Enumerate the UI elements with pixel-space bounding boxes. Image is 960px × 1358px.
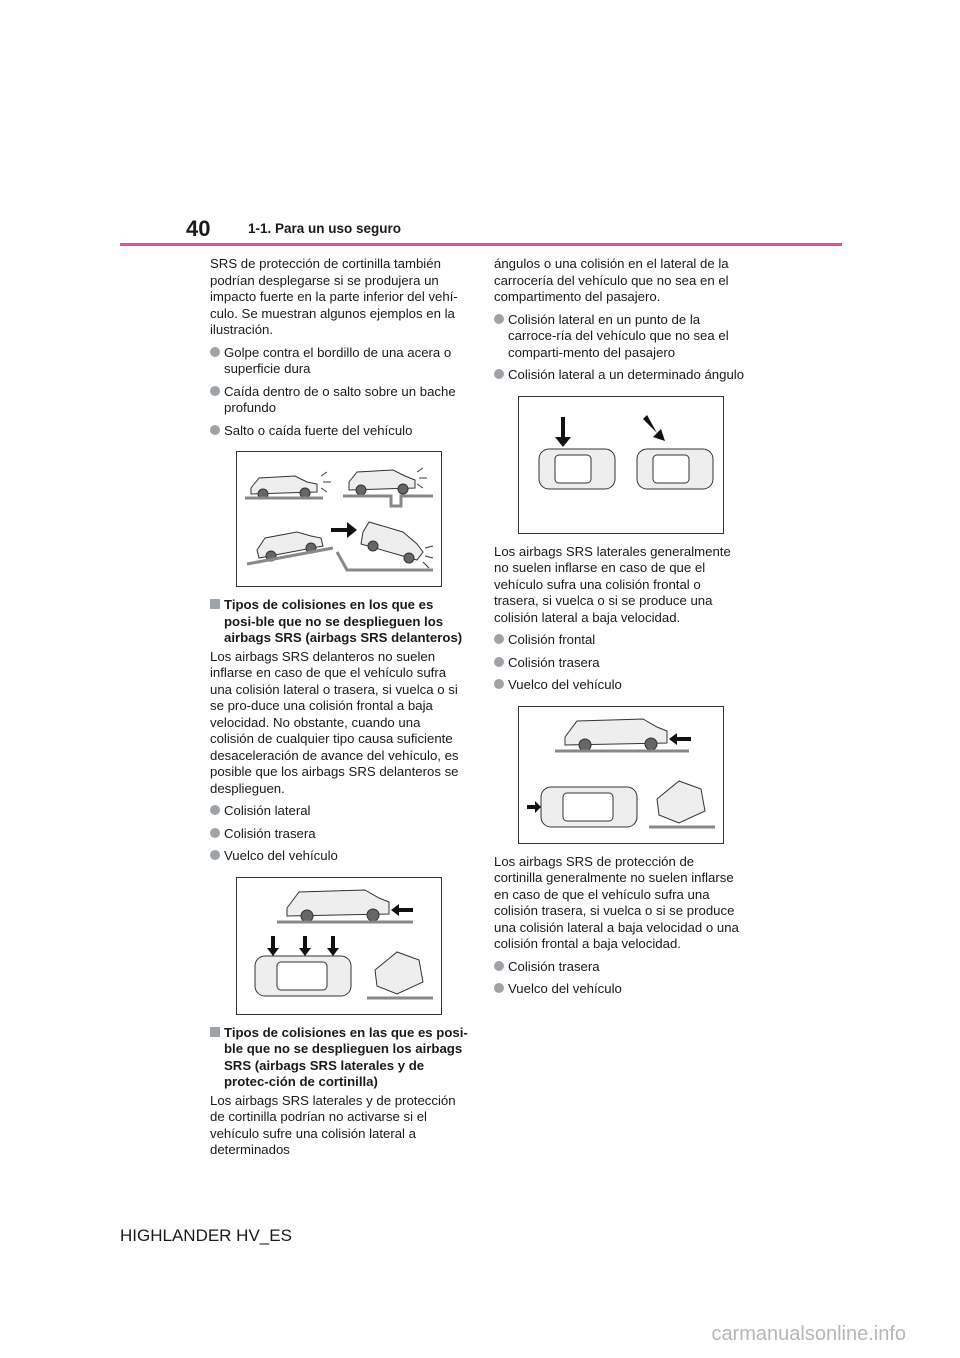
bullet-icon: [494, 657, 504, 667]
bullet-item: Colisión trasera: [210, 826, 468, 843]
right-column: [494, 256, 746, 1004]
bullet-icon: [210, 425, 220, 435]
bullet-icon: [210, 850, 220, 860]
bullet-icon: [210, 347, 220, 357]
bullet-item: Vuelco del vehículo: [494, 981, 746, 998]
footer-model: HIGHLANDER HV_ES: [120, 1226, 292, 1245]
intro-paragraph: SRS de protección de cortinilla también podrían desplegarse si se produjera un impacto fuerte en la parte inferior del vehí-culo. Se muestran algunos ejemplos en la ilustración.: [210, 256, 458, 337]
bullet-item: Vuelco del vehículo: [210, 848, 468, 865]
car-top-view-icon: [539, 449, 615, 489]
car-side-impact-top-icon: [255, 956, 351, 996]
bullet-icon: [210, 386, 220, 396]
bullet-item: Colisión lateral en un punto de la carroce-ría del vehículo que no sea el comparti-mento del pasajero: [494, 312, 746, 362]
bullet-icon: [210, 828, 220, 838]
illustration-bumps: [236, 451, 442, 587]
heading-square-icon: [210, 599, 220, 609]
bullet-icon: [494, 314, 504, 324]
body-paragraph: Los airbags SRS laterales generalmente no suelen inflarse en caso de que el vehículo sufra una colisión frontal o trasera, si vuelca o si se produce una colisión lateral a baja velocidad.: [494, 543, 731, 625]
left-column: [210, 256, 468, 1165]
side-angle-collision-illustration: [519, 397, 723, 533]
body-paragraph: Los airbags SRS laterales y de protección de cortinilla podrían no activarse si el vehículo sufre una colisión lateral a determinados: [210, 1092, 456, 1157]
section-title: 1-1. Para un uso seguro: [248, 221, 402, 236]
section-heading: Tipos de colisiones en las que es posi-ble que no se desplieguen los airbags SRS (airbags SRS laterales y de protec-ción de cortinilla): [210, 1025, 468, 1091]
bullet-icon: [494, 983, 504, 993]
arrow-icon: [299, 936, 311, 956]
bullet-item: Colisión trasera: [494, 655, 746, 672]
header-rule: [120, 243, 842, 246]
body-paragraph: Los airbags SRS delanteros no suelen inflarse en caso de que el vehículo sufra una colisión lateral o trasera, si vuelca o si se pro-duce una colisión frontal a baja velocidad. No obstante, cuando una colisión de cualquier tipo causa suficiente desaceleración de avance del vehículo, es posible que los airbags SRS delanteros se desplieguen.: [210, 648, 459, 796]
watermark[interactable]: carmanualsonline.info: [711, 1323, 906, 1345]
illustration-front-airbag-cases: [236, 877, 442, 1015]
bullet-item: Golpe contra el bordillo de una acera o superficie dura: [210, 345, 468, 378]
bullet-icon: [494, 961, 504, 971]
arrow-icon: [331, 522, 357, 538]
bullet-item: Colisión frontal: [494, 632, 746, 649]
heading-square-icon: [210, 1027, 220, 1037]
bullet-item: Colisión lateral: [210, 803, 468, 820]
arrow-icon: [643, 415, 665, 441]
bullet-icon: [494, 679, 504, 689]
arrow-icon: [327, 936, 339, 956]
car-top-view-icon: [541, 787, 637, 827]
page-number: 40: [186, 216, 211, 241]
bump-impact-illustration: [237, 452, 441, 586]
illustration-side-angles: [518, 396, 724, 534]
side-airbag-no-deploy-illustration: [519, 707, 723, 843]
car-pothole-icon: [343, 468, 433, 506]
arrow-icon: [267, 936, 279, 956]
bullet-item: Colisión lateral a un determinado ángulo: [494, 367, 746, 384]
car-curb-icon: [245, 472, 331, 499]
car-top-view-icon: [637, 449, 713, 489]
section-heading: Tipos de colisiones en los que es posi-ble que no se desplieguen los airbags SRS (airbags SRS delanteros): [210, 597, 468, 647]
arrow-icon: [555, 417, 571, 447]
bullet-icon: [210, 805, 220, 815]
arrow-icon: [391, 904, 413, 916]
bullet-item: Salto o caída fuerte del vehículo: [210, 423, 468, 440]
front-airbag-no-deploy-illustration: [237, 878, 441, 1014]
bullet-icon: [494, 369, 504, 379]
bullet-item: Caída dentro de o salto sobre un bache profundo: [210, 384, 468, 417]
car-jump-icon: [247, 532, 333, 564]
car-rollover-icon: [649, 781, 715, 827]
arrow-icon: [669, 733, 691, 745]
arrow-icon: [527, 801, 541, 813]
bullet-item: Vuelco del vehículo: [494, 677, 746, 694]
car-rear-impact-icon: [277, 890, 413, 922]
illustration-side-airbag-cases: [518, 706, 724, 844]
intro-paragraph: ángulos o una colisión en el lateral de la carrocería del vehículo que no sea en el compartimento del pasajero.: [494, 256, 729, 304]
bullet-icon: [494, 634, 504, 644]
body-paragraph: Los airbags SRS de protección de cortinilla generalmente no suelen inflarse en caso de que el vehículo sufra una colisión trasera, si vuelca o si se produce una colisión lateral a baja velocidad o una colisión frontal a baja velocidad.: [494, 853, 739, 951]
car-front-impact-icon: [555, 719, 689, 751]
car-rollover-icon: [367, 952, 433, 998]
bullet-item: Colisión trasera: [494, 959, 746, 976]
